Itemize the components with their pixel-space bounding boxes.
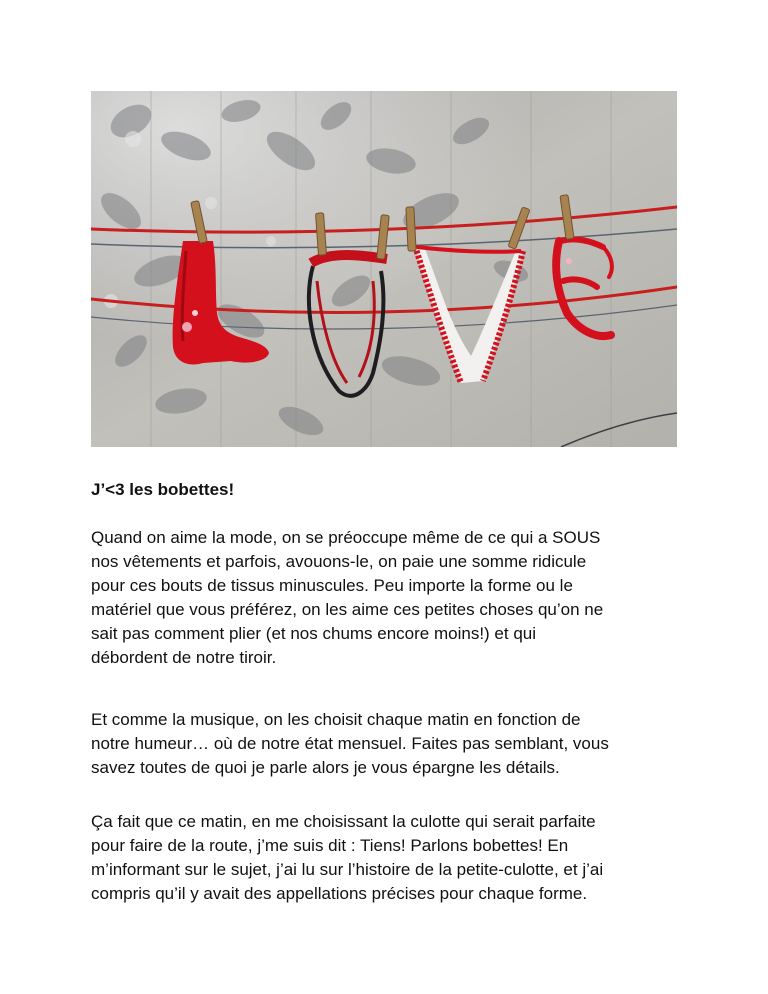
article-title: J’<3 les bobettes! [91,480,235,499]
paragraph-line: matériel que vous préférez, on les aime ces petites choses qu’on ne [91,600,604,619]
paragraph-line: m’informant sur le sujet, j’ai lu sur l’histoire de la petite-culotte, et j’ai [91,860,604,879]
paragraph-line: Quand on aime la mode, on se préoccupe même de ce qui a SOUS [91,528,601,547]
paragraph-line: savez toutes de quoi je parle alors je vous épargne les détails. [91,758,560,777]
paragraph-line: compris qu’il y avait des appellations précises pour chaque forme. [91,884,588,903]
paragraph-intro [91,526,691,670]
paragraph-line: Ça fait que ce matin, en me choisissant la culotte qui serait parfaite [91,812,596,831]
paragraph-morning [91,810,691,906]
paragraph-line: débordent de notre tiroir. [91,648,277,667]
paragraph-mood [91,708,691,780]
love-underwear-illustration [91,91,677,447]
paragraph-line: pour faire de la route, j’me suis dit : Tiens! Parlons bobettes! En [91,836,569,855]
paragraph-line: nos vêtements et parfois, avouons-le, on paie une somme ridicule [91,552,587,571]
paragraph-line: sait pas comment plier (et nos chums encore moins!) et qui [91,624,537,643]
paragraph-line: Et comme la musique, on les choisit chaque matin en fonction de [91,710,581,729]
paragraph-line: notre humeur… où de notre état mensuel. Faites pas semblant, vous [91,734,609,753]
article-photo [91,91,677,447]
paragraph-line: pour ces bouts de tissus minuscules. Peu importe la forme ou le [91,576,573,595]
